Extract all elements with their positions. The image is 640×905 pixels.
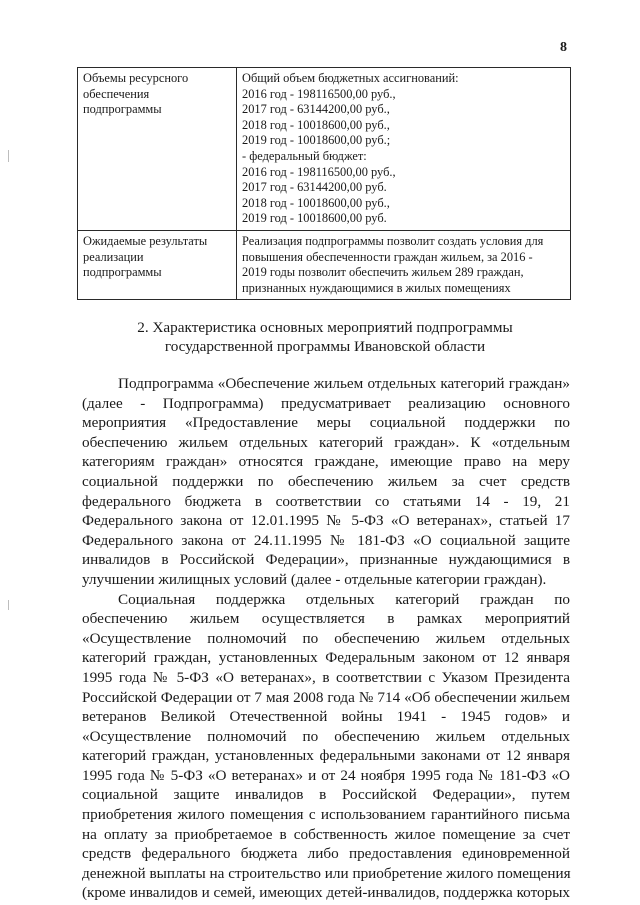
table-row-resources bbox=[78, 68, 571, 231]
resources-label-cell bbox=[78, 68, 237, 231]
resources-value-line: 2016 год - 198116500,00 руб., bbox=[242, 86, 396, 101]
resources-value-cell bbox=[237, 68, 571, 231]
body-text bbox=[82, 374, 570, 903]
resources-value-line: 2016 год - 198116500,00 руб., bbox=[242, 164, 396, 179]
resources-label-line-1: Объемы ресурсного bbox=[83, 71, 189, 85]
paragraph-line: (далее - Подпрограмма) предусматривает реализацию основного bbox=[82, 394, 570, 412]
results-value-line: повышения обеспеченности граждан жильем, за 2016 - bbox=[242, 249, 533, 264]
paragraph-line: федерального бюджета в соответствии со статьями 14 - 19, 21 bbox=[82, 492, 570, 510]
paragraph-line: категорий граждан, установленных Федеральным законом от 12 января bbox=[82, 649, 570, 667]
results-value-line: признанных нуждающимися в жилых помещениях bbox=[242, 280, 511, 295]
paragraph-line: Социальная поддержка отдельных категорий граждан по bbox=[118, 590, 570, 608]
paragraph-line: (кроме инвалидов и семей, имеющих детей-инвалидов, поддержка которых bbox=[82, 884, 570, 902]
paragraph-line: средств федерального бюджета либо предоставления единовременной bbox=[82, 845, 570, 863]
paragraph-line: ветеранов Великой Отечественной войны 1941 - 1945 годов» и bbox=[82, 708, 570, 726]
paragraph-line: мероприятия «Предоставление меры социальной поддержки по bbox=[82, 414, 570, 432]
section-heading bbox=[80, 318, 570, 356]
resources-value-line: 2019 год - 10018600,00 руб.; bbox=[242, 133, 391, 148]
section-heading-line-1: 2. Характеристика основных мероприятий подпрограммы bbox=[137, 319, 513, 336]
resources-value-line: - федеральный бюджет: bbox=[242, 148, 367, 163]
results-label-line-2: реализации bbox=[83, 249, 144, 264]
results-label-line-1: Ожидаемые результаты bbox=[83, 233, 208, 248]
resources-value-line: Общий объем бюджетных ассигнований: bbox=[242, 71, 459, 85]
resources-value-line: 2018 год - 10018600,00 руб., bbox=[242, 195, 390, 210]
resources-value-line: 2017 год - 63144200,00 руб., bbox=[242, 102, 390, 117]
paragraph-line: категориям граждан» относятся граждане, имеющие право на меру bbox=[82, 453, 570, 471]
resources-value-line: 2018 год - 10018600,00 руб., bbox=[242, 117, 390, 132]
section-heading-line-2: государственной программы Ивановской области bbox=[164, 338, 486, 355]
paragraph-line: 1995 года № 5-ФЗ «О ветеранах» и от 24 ноября 1995 года № 181-ФЗ «О bbox=[82, 766, 570, 784]
results-value-cell bbox=[237, 230, 571, 299]
scan-edge-mark bbox=[8, 150, 9, 162]
results-value-line: Реализация подпрограммы позволит создать условия для bbox=[242, 233, 544, 248]
page-number: 8 bbox=[560, 40, 567, 55]
paragraph-line: денежной выплаты на строительство или приобретение жилого помещения bbox=[82, 864, 571, 882]
paragraph-line: инвалидов в Российской Федерации», признанные нуждающимися в bbox=[82, 551, 570, 569]
paragraph-line: социальной поддержки по обеспечению жильем за счет средств bbox=[82, 472, 570, 490]
paragraph-line: Российской Федерации от 7 мая 2008 года № 714 «Об обеспечении жильем bbox=[82, 688, 570, 706]
results-label-cell bbox=[78, 230, 237, 299]
resources-label-line-3: подпрограммы bbox=[83, 102, 162, 117]
paragraph-line: улучшении жилищных условий (далее - отдельные категории граждан). bbox=[82, 570, 547, 588]
resources-value-line: 2017 год - 63144200,00 руб. bbox=[242, 180, 387, 195]
paragraph-line: «Осуществление полномочий по обеспечению жильем отдельных bbox=[82, 629, 570, 647]
paragraph-line: категорий граждан, установленных федеральными законами от 12 января bbox=[82, 747, 570, 765]
paragraph-line: обеспечению жильем отдельных категорий граждан». К «отдельным bbox=[82, 433, 570, 451]
paragraph-line: 1995 года № 5-ФЗ «О ветеранах», в соответствии с Указом Президента bbox=[82, 668, 570, 686]
table-row-expected-results bbox=[78, 230, 571, 299]
paragraph-line: обеспечению жильем осуществляется в рамках мероприятий bbox=[82, 610, 570, 628]
resources-label-line-2: обеспечения bbox=[83, 86, 150, 101]
paragraph-line: Федерального закона от 24.11.1995 № 181-ФЗ «О социальной защите bbox=[82, 531, 570, 549]
paragraph-line: приобретения жилого помещения с использованием гарантийного письма bbox=[82, 806, 570, 824]
subprogram-parameters-table bbox=[77, 67, 571, 300]
paragraph-line: «Осуществление полномочий по обеспечению жильем отдельных bbox=[82, 727, 570, 745]
paragraph-line: социальной защите инвалидов в Российской Федерации», путем bbox=[82, 786, 570, 804]
paragraph-line: на оплату за приобретаемое в собственность жилое помещение за счет bbox=[82, 825, 570, 843]
results-value-line: 2019 годы позволит обеспечить жильем 289 граждан, bbox=[242, 265, 524, 280]
resources-value-line: 2019 год - 10018600,00 руб. bbox=[242, 211, 387, 226]
results-label-line-3: подпрограммы bbox=[83, 265, 162, 280]
paragraph-line: Подпрограмма «Обеспечение жильем отдельных категорий граждан» bbox=[118, 375, 570, 392]
scan-edge-mark bbox=[8, 600, 9, 610]
paragraph-line: Федерального закона от 12.01.1995 № 5-ФЗ «О ветеранах», статьей 17 bbox=[82, 512, 570, 530]
